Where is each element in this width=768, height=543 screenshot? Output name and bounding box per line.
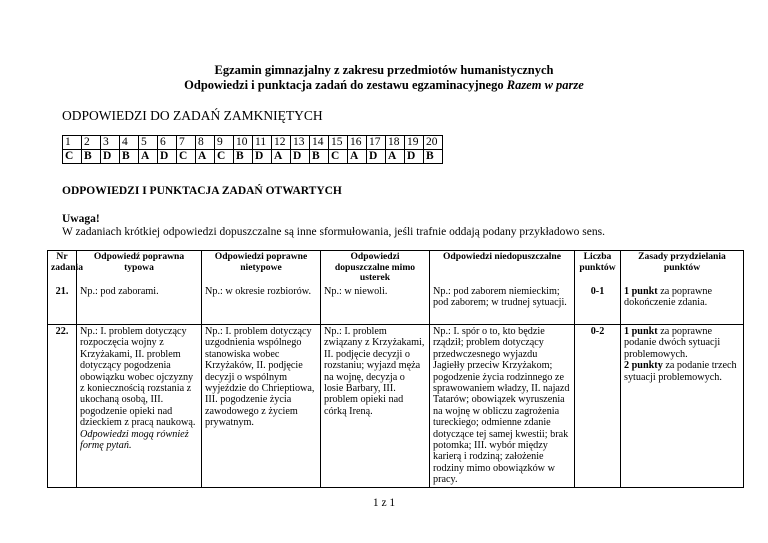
col-header-acceptable: Odpowiedzi dopuszczalne mimo usterek bbox=[321, 251, 430, 285]
col-header-points: Liczba punktów bbox=[575, 251, 621, 285]
exam-title: Egzamin gimnazjalny z zakresu przedmiotów humanistycznych bbox=[214, 63, 554, 77]
note-title: Uwaga! bbox=[62, 213, 100, 225]
answer-letter: B bbox=[310, 150, 329, 164]
rules-bold: 1 punkt bbox=[624, 326, 658, 337]
question-number: 14 bbox=[310, 136, 329, 150]
question-number: 7 bbox=[177, 136, 196, 150]
question-number: 16 bbox=[348, 136, 367, 150]
answer-letter: A bbox=[348, 150, 367, 164]
closed-answers-heading: ODPOWIEDZI DO ZADAŃ ZAMKNIĘTYCH bbox=[62, 108, 323, 123]
question-number: 18 bbox=[386, 136, 405, 150]
note-text: W zadaniach krótkiej odpowiedzi dopuszczalne są inne sformułowania, jeśli trafnie oddają podany przykładowo sens. bbox=[62, 226, 605, 238]
table-row bbox=[48, 325, 744, 488]
row-points: 0-2 bbox=[575, 325, 621, 488]
col-header-nr: Nr zadania bbox=[48, 251, 77, 285]
exam-subtitle-text: Odpowiedzi i punktacja zadań do zestawu egzaminacyjnego bbox=[184, 78, 507, 92]
answer-letter: B bbox=[234, 150, 253, 164]
row-unacceptable: Np.: pod zaborem niemieckim; pod zaborem; w trudnej sytuacji. bbox=[430, 285, 575, 325]
question-number: 1 bbox=[63, 136, 82, 150]
answers-row bbox=[63, 150, 443, 164]
question-number: 13 bbox=[291, 136, 310, 150]
answer-letter: D bbox=[158, 150, 177, 164]
answer-letter: C bbox=[177, 150, 196, 164]
question-number: 11 bbox=[253, 136, 272, 150]
row-acceptable: Np.: w niewoli. bbox=[321, 285, 430, 325]
col-header-typical: Odpowiedź poprawna typowa bbox=[77, 251, 202, 285]
rules-bold-2: 2 punkty bbox=[624, 360, 663, 372]
question-number: 9 bbox=[215, 136, 234, 150]
typical-note: Odpowiedzi mogą również formę pytań. bbox=[80, 428, 189, 452]
col-header-atypical: Odpowiedzi poprawne nietypowe bbox=[202, 251, 321, 285]
answer-letter: D bbox=[405, 150, 424, 164]
answer-letter: A bbox=[386, 150, 405, 164]
question-number: 6 bbox=[158, 136, 177, 150]
answer-letter: D bbox=[253, 150, 272, 164]
rules-bold: 1 punkt bbox=[624, 285, 658, 297]
closed-answers-table bbox=[62, 135, 443, 164]
answer-letter: A bbox=[139, 150, 158, 164]
answer-letter: C bbox=[329, 150, 348, 164]
col-header-rules: Zasady przydzielania punktów bbox=[621, 251, 744, 285]
answer-letter: B bbox=[424, 150, 443, 164]
answer-letter: A bbox=[272, 150, 291, 164]
rules-text-2: za podanie trzech sytuacji problemowych. bbox=[624, 360, 737, 383]
open-answers-heading: ODPOWIEDZI I PUNKTACJA ZADAŃ OTWARTYCH bbox=[62, 185, 342, 197]
question-numbers-row bbox=[63, 136, 443, 150]
answer-letter: C bbox=[63, 150, 82, 164]
row-points: 0-1 bbox=[575, 285, 621, 325]
question-number: 19 bbox=[405, 136, 424, 150]
answer-letter: D bbox=[291, 150, 310, 164]
row-rules bbox=[621, 325, 744, 488]
row-typical: Np.: pod zaborami. bbox=[77, 285, 202, 325]
question-number: 10 bbox=[234, 136, 253, 150]
answer-letter: D bbox=[367, 150, 386, 164]
question-number: 15 bbox=[329, 136, 348, 150]
row-rules bbox=[621, 285, 744, 325]
row-unacceptable: Np.: I. spór o to, kto będzie rządził; problem dotyczący przedwczesnego wyjazdu Jagiełły przeciw Krzyżakom; pogodzenie życia rodzinnego ze sprawowaniem władzy, II. najazd Tatarów; obowiązek wyruszenia na wojnę w obliczu zagrożenia tureckiego; odmienne zdanie dotyczące tej samej kwestii; brak potomka; III. wybór między karierą i rodziną; założenie rodziny mimo obowiązków w pracy. bbox=[430, 325, 575, 488]
question-number: 12 bbox=[272, 136, 291, 150]
open-answers-table bbox=[47, 250, 744, 488]
answer-letter: B bbox=[120, 150, 139, 164]
row-typical bbox=[77, 325, 202, 488]
rules-text: za poprawne dokończenie zdania. bbox=[624, 285, 713, 308]
row-acceptable: Np.: I. problem związany z Krzyżakami, II. podjęcie decyzji o rozstaniu; wyjazd męża na wojnę, decyzja o losie Barbary, III. problem opieki nad córką Ireną. bbox=[321, 325, 430, 488]
answer-letter: A bbox=[196, 150, 215, 164]
question-number: 17 bbox=[367, 136, 386, 150]
answer-letter: D bbox=[101, 150, 120, 164]
question-number: 4 bbox=[120, 136, 139, 150]
answer-letter: B bbox=[82, 150, 101, 164]
question-number: 5 bbox=[139, 136, 158, 150]
rules-text: za poprawne podanie dwóch sytuacji problemowych. bbox=[624, 326, 721, 360]
answer-letter: C bbox=[215, 150, 234, 164]
question-number: 2 bbox=[82, 136, 101, 150]
typical-text: Np.: I. problem dotyczący rozpoczęcia wojny z Krzyżakami, II. problem dotyczący pogodzenia obowiązku wobec ojczyzny z koniecznością rozstania z ukochaną osobą, III. pogodzenie opieki nad dzieckiem z pracą naukową. bbox=[80, 326, 196, 429]
question-number: 20 bbox=[424, 136, 443, 150]
row-nr: 22. bbox=[48, 325, 77, 488]
question-number: 8 bbox=[196, 136, 215, 150]
row-nr: 21. bbox=[48, 285, 77, 325]
exam-subtitle bbox=[0, 78, 768, 92]
page-number: 1 z 1 bbox=[372, 497, 396, 509]
table-row bbox=[48, 285, 744, 325]
question-number: 3 bbox=[101, 136, 120, 150]
exam-subtitle-italic: Razem w parze bbox=[506, 78, 584, 92]
col-header-unacceptable: Odpowiedzi niedopuszczalne bbox=[430, 251, 575, 285]
row-atypical: Np.: I. problem dotyczący uzgodnienia wspólnego stanowiska wobec Krzyżaków, II. podjęcie decyzji o wspólnym wyjeździe do Chrieptiowa, III. pogodzenie życia zawodowego z życiem prywatnym. bbox=[202, 325, 321, 488]
row-atypical: Np.: w okresie rozbiorów. bbox=[202, 285, 321, 325]
